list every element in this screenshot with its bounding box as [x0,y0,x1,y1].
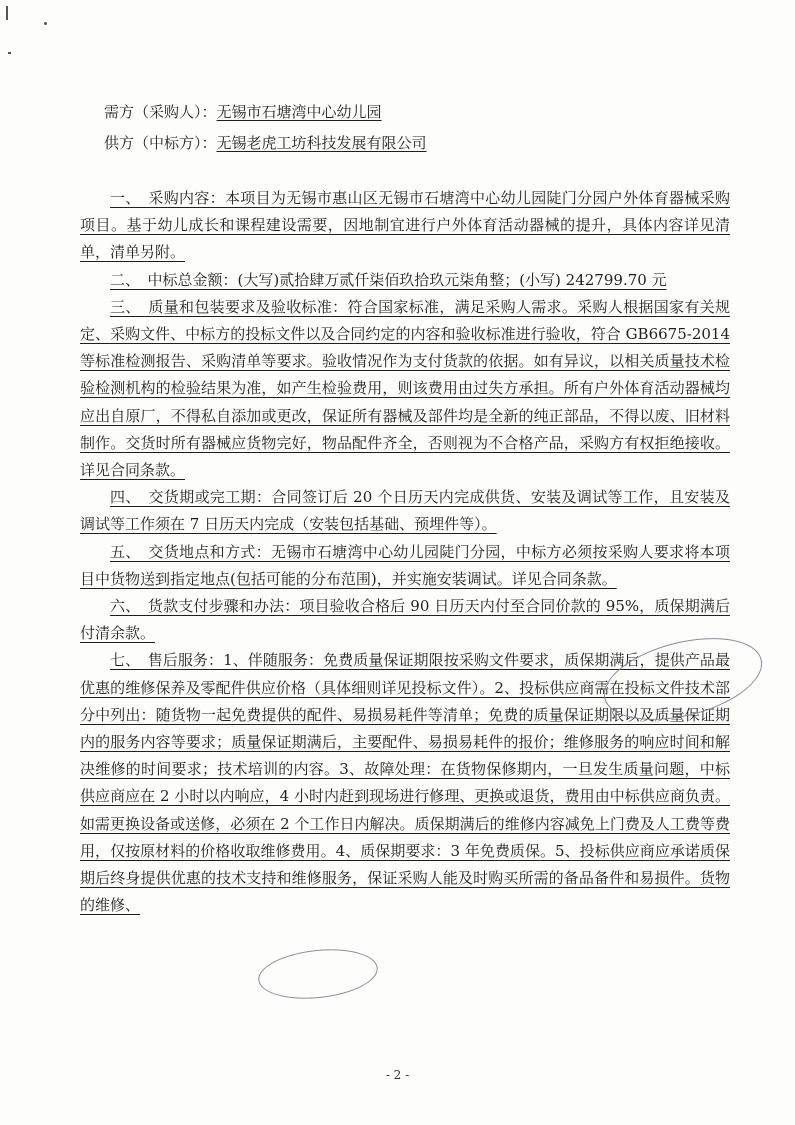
page-number: - 2 - [385,1068,410,1082]
scan-mark [6,6,8,20]
section-delivery-location: 五、 交货地点和方式：无锡市石塘湾中心幼儿园陡门分园，中标方必须按采购人要求将本项目中货物送到指定地点(包括可能的分布范围)，并实施安装调试。详见合同条款。 [80,542,730,588]
section-after-sales: 七、 售后服务：1、伴随服务：免费质量保证期限按采购文件要求，质保期满后，提供产品最优惠的维修保养及零配件供应价格（具体细则详见投标文件）。2、投标供应商需在投标文件技术部分中列出：随货物一起免费提供的配件、易损易耗件等清单；免费的质量保证期限以及质量保证期内的服务内容等要求；质量保证期满后，主要配件、易损易耗件的报价；维修服务的响应时间和解决维修的时间要求；技术培训的内容。3、故障处理：在货物保修期内，一旦发生质量问题，中标供应商应在 2 小时以内响应，4 小时内赶到现场进行修理、更换或退货，费用由中标供应商负责。如需更换设备或送修，必须在 2 个工作日内解决。质保期满后的维修内容减免上门费及人工费等费用，仅按原材料的价格收取维修费用。4、质保期要求：3 年免费质保。5、投标供应商应承诺质保期后终身提供优惠的技术支持和维修服务，保证采购人能及时购买所需的备品备件和易损件。货物的维修、 [80,651,730,915]
section-total-amount: 二、 中标总金额：(大写)贰拾肆万贰仟柒佰玖拾玖元柒角整；(小写) 242799.70 元 [110,270,667,289]
contract-body [80,185,730,919]
supplier-name: 无锡老虎工坊科技发展有限公司 [216,134,427,152]
section-quality-acceptance: 三、 质量和包装要求及验收标准：符合国家标准，满足采购人需求。采购人根据国家有关规定、采购文件、中标方的投标文件以及合同约定的内容和验收标准进行验收，符合 GB6675-2014 等标准检测报告、采购清单等要求。验收情况作为支付货款的依据。如有异议，以相关质量技术检验检测机构的检验结果为准，如产生检验费用，则该费用由过失方承担。所有户外体育活动器械均应出自原厂，不得私自添加或更改，保证所有器械及部件均是全新的纯正部品，不得以废、旧材料制作。交货时所有器械应货物完好，物品配件齐全，否则视为不合格产品，采购方有权拒绝接收。详见合同条款。 [80,297,730,480]
buyer-line [104,102,382,122]
section-procurement-content: 一、 采购内容：本项目为无锡市惠山区无锡市石塘湾中心幼儿园陡门分园户外体育器械采购项目。基于幼儿成长和课程建设需要，因地制宜进行户外体育活动器械的提升，具体内容详见清单，清单另附。 [80,189,730,262]
scan-mark [44,22,47,25]
section-payment-terms: 六、 货款支付步骤和办法：项目验收合格后 90 日历天内付至合同价款的 95%，质保期满后付清余款。 [80,597,730,643]
scan-mark [8,52,11,54]
buyer-name: 无锡市石塘湾中心幼儿园 [216,103,382,121]
pen-circle-mark [256,944,380,1004]
buyer-label: 需方（采购人）： [104,103,217,121]
supplier-line [104,133,427,153]
supplier-label: 供方（中标方）： [104,134,217,152]
section-delivery-period: 四、 交货期或完工期：合同签订后 20 个日历天内完成供货、安装及调试等工作，且安装及调试等工作须在 7 日历天内完成（安装包括基础、预埋件等）。 [80,488,730,534]
